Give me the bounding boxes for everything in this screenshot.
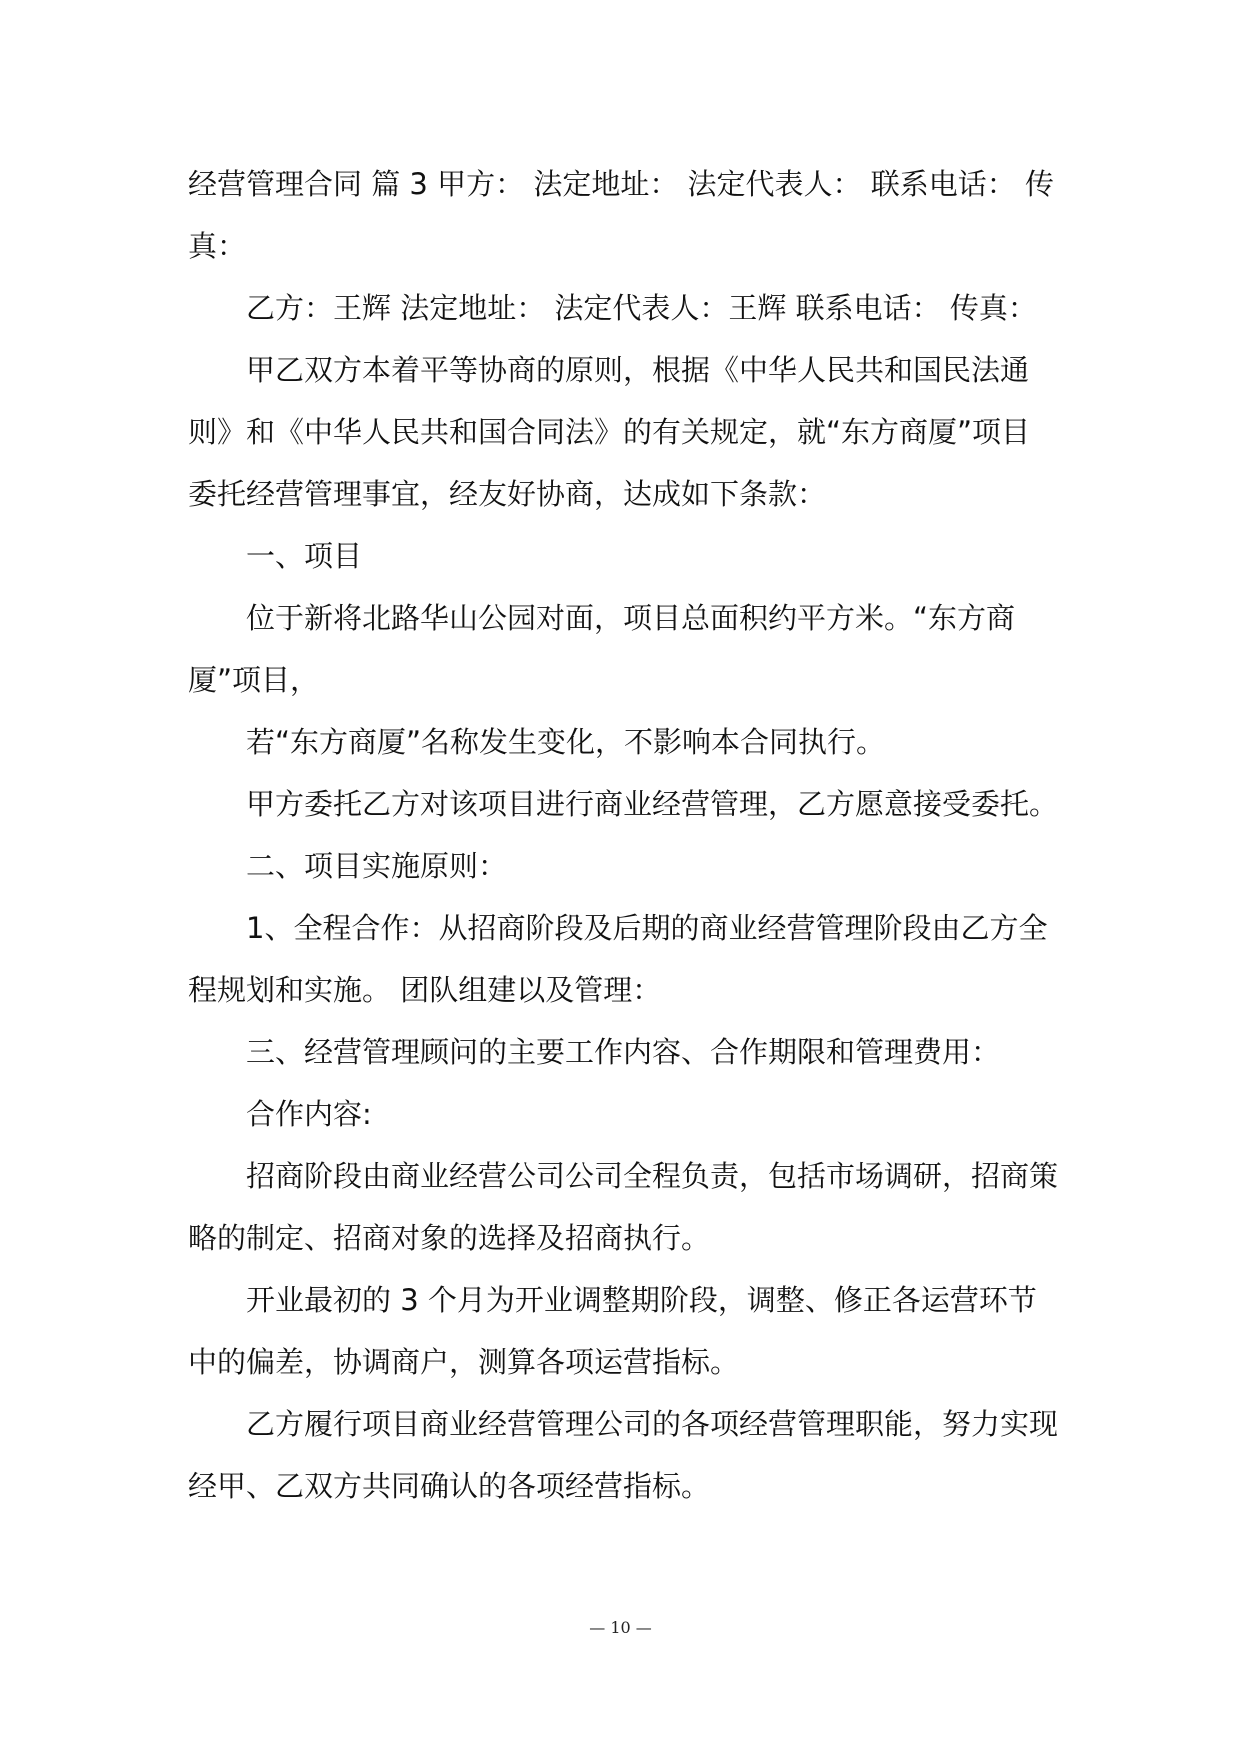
opening-adjustment-paragraph: 开业最初的 3 个月为开业调整期阶段，调整、修正各运营环节中的偏差，协调商户，测算各项运营指标。 <box>188 1283 1037 1379</box>
investment-stage-paragraph: 招商阶段由商业经营公司公司全程负责，包括市场调研，招商策略的制定、招商对象的选择及招商执行。 <box>188 1159 1059 1255</box>
section-heading-project: 一、项目 <box>246 539 363 573</box>
project-location-paragraph: 位于新将北路华山公园对面，项目总面积约平方米。“东方商厦”项目， <box>188 601 1016 697</box>
name-change-paragraph: 若“东方商厦”名称发生变化，不影响本合同执行。 <box>246 725 886 759</box>
party-b-line: 乙方：王辉 法定地址： 法定代表人：王辉 联系电话： 传真： <box>246 291 1037 325</box>
page-number: — 10 — <box>589 1618 652 1637</box>
section-heading-principles: 二、项目实施原则： <box>246 849 508 883</box>
preamble-paragraph: 甲乙双方本着平等协商的原则，根据《中华人民共和国民法通则》和《中华人民共和国合同法》的有关规定，就“东方商厦”项目委托经营管理事宜，经友好协商，达成如下条款： <box>188 353 1031 511</box>
document-body <box>188 153 1058 1517</box>
entrustment-paragraph: 甲方委托乙方对该项目进行商业经营管理，乙方愿意接受委托。 <box>246 787 1059 821</box>
contract-header-line: 经营管理合同 篇 3 甲方： 法定地址： 法定代表人： 联系电话： 传真： <box>188 167 1054 263</box>
full-cooperation-paragraph: 1、全程合作：从招商阶段及后期的商业经营管理阶段由乙方全程规划和实施。 团队组建以及管理： <box>188 911 1048 1007</box>
cooperation-content-label: 合作内容: <box>246 1097 372 1131</box>
management-duties-paragraph: 乙方履行项目商业经营管理公司的各项经营管理职能，努力实现经甲、乙双方共同确认的各项经营指标。 <box>188 1407 1059 1503</box>
section-heading-work-content: 三、经营管理顾问的主要工作内容、合作期限和管理费用： <box>246 1035 1001 1069</box>
